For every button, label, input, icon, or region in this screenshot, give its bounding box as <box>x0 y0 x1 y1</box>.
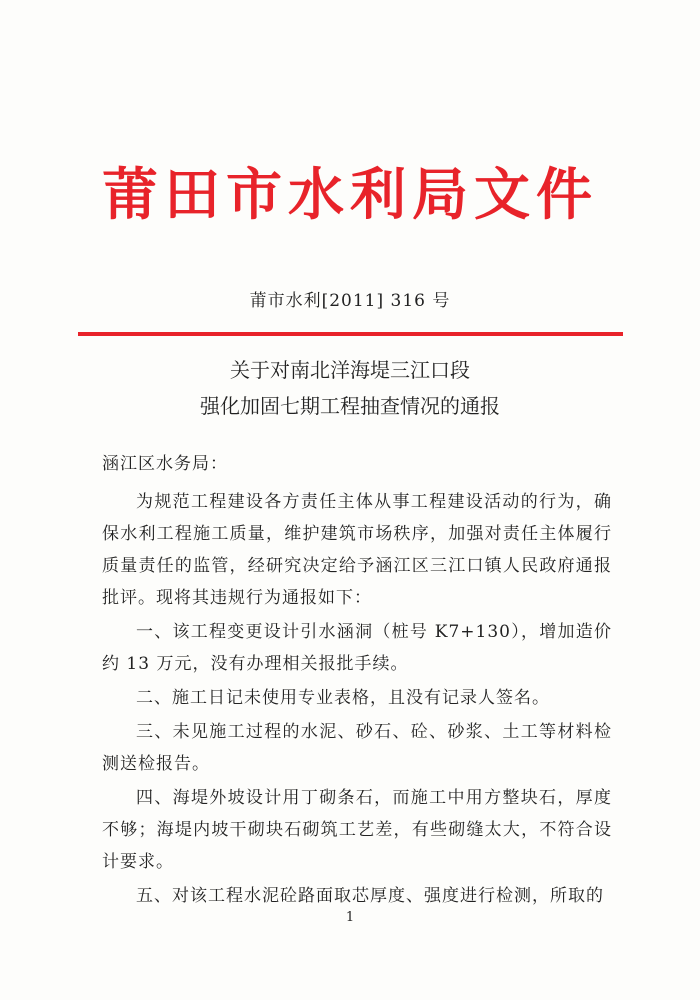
document-subject <box>0 352 700 424</box>
agency-title: 莆田市水利局文件 <box>102 162 598 228</box>
page-number: 1 <box>345 910 355 925</box>
document-number: 莆市水利[2011] 316 号 <box>249 291 451 311</box>
document-body <box>102 448 612 912</box>
subject-line-1: 关于对南北洋海堤三江口段 <box>230 358 470 382</box>
paragraph-intro: 为规范工程建设各方责任主体从事工程建设活动的行为，确保水利工程施工质量，维护建筑市场秩序，加强对责任主体履行质量责任的监管，经研究决定给予涵江区三江口镇人民政府通报批评。现将其违规行为通报如下： <box>102 492 612 608</box>
red-divider-line <box>78 332 623 336</box>
subject-line-2: 强化加固七期工程抽查情况的通报 <box>200 394 500 418</box>
paragraph-item-4: 四、海堤外坡设计用丁砌条石，而施工中用方整块石，厚度不够；海堤内坡干砌块石砌筑工艺差，有些砌缝太大，不符合设计要求。 <box>102 788 612 872</box>
paragraph-item-1: 一、该工程变更设计引水涵洞（桩号 K7+130），增加造价约 13 万元，没有办理相关报批手续。 <box>102 622 612 674</box>
paragraph-item-3: 三、未见施工过程的水泥、砂石、砼、砂浆、土工等材料检测送检报告。 <box>102 722 612 774</box>
paragraph-item-5: 五、对该工程水泥砼路面取芯厚度、强度进行检测，所取的 <box>136 886 604 906</box>
paragraph-item-2: 二、施工日记未使用专业表格，且没有记录人签名。 <box>136 688 550 708</box>
salutation: 涵江区水务局： <box>102 454 228 474</box>
